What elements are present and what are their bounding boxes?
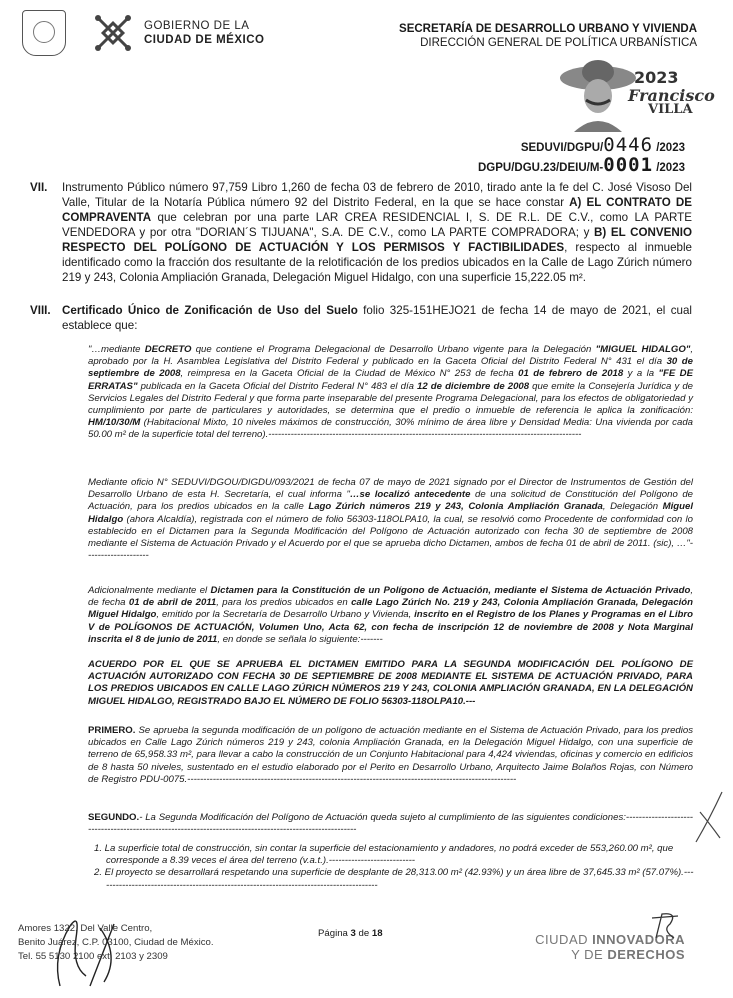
villa-name: Francisco bbox=[628, 86, 715, 105]
list-item: 1. La superficie total de construcción, sin contar la superficie del estacionamiento y andadores, no podrá exceder de 553,260.00 m², que corresponde a 8.39 veces el área del terreno (v.a.t.).--------------------------- bbox=[94, 843, 674, 867]
direccion-title: DIRECCIÓN GENERAL DE POLÍTICA URBANÍSTICA bbox=[420, 37, 697, 49]
francisco-villa-emblem bbox=[558, 56, 718, 132]
section-viii bbox=[30, 303, 692, 333]
segundo-paragraph: SEGUNDO.- La Segunda Modificación del Polígono de Actuación queda sujeto al cumplimiento de las siguientes condiciones:--------------------------------------------------------------------------------------------------------- bbox=[88, 812, 693, 836]
conditions-list bbox=[94, 843, 694, 892]
slogan: CIUDAD INNOVADORA Y DE DERECHOS bbox=[535, 932, 685, 962]
secretaria-title: SECRETARÍA DE DESARROLLO URBANO Y VIVIENDA bbox=[399, 23, 697, 35]
villa-portrait-icon bbox=[558, 56, 638, 132]
page-indicator: Página 3 de 18 bbox=[318, 928, 383, 939]
acuerdo-heading: ACUERDO POR EL QUE SE APRUEBA EL DICTAMEN EMITIDO PARA LA SEGUNDA MODIFICACIÓN DEL POLÍGONO DE ACTUACIÓN AUTORIZADO CON FECHA 30 DE SEPTIEMBRE DE 2008 MEDIANTE EL SISTEMA DE ACTUACIÓN PRIVADO, PARA LOS PREDIOS UBICADOS EN CALLE LAGO ZÚRICH NÚMEROS 219 Y 243, COLONIA AMPLIACIÓN GRANADA, EN LA DELEGACIÓN MIGUEL HIDALGO, REGISTRADO BAJO EL NÚMERO DE FOLIO 56303-118OLPA10.--- bbox=[88, 659, 693, 707]
reference-line-2: DGPU/DGU.23/DEIU/M-0001 /2023 bbox=[478, 154, 685, 176]
quote-decreto: "…mediante DECRETO que contiene el Programa Delegacional de Desarrollo Urbano vigente para la Delegación "MIGUEL HIDALGO", aprobado por la H. Asamblea Legislativa del Distrito Federal y publicado en la Gaceta Oficial del Distrito Federal N° 431 el día 30 de septiembre de 2008, reimpresa en la Gaceta Oficial de la Ciudad de México N° 253 de fecha 01 de febrero de 2018 y a la "FE DE ERRATAS" publicada en la Gaceta Oficial del Distrito Federal N° 483 el día 12 de diciembre de 2008 que emite la Consejería Jurídica y de Servicios Legales del Distrito Federal y que forma parte inseparable del presente Programa Delegacional, para los efectos de obligatoriedad y cumplimiento por parte de particulares y autoridades, se determina que el predio o inmueble de referencia le aplica la zonificación: HM/10/30/M (Habitacional Mixto, 10 niveles máximos de construcción, 30% mínimo de área libre y Densidad Media: Una vivienda por cada 50.00 m² de la superficie total del terreno).-------------------------------------------------------------------------------------------------- bbox=[88, 344, 694, 441]
section-number: VII. bbox=[30, 181, 48, 194]
section-text: Instrumento Público número 97,759 Libro 1,260 de fecha 03 de febrero de 2010, tirado ante la fe del C. José Visoso Del Valle, Titular de la Notaría Pública número 92 del Distrito Federal, en la que se hace constar A) EL CONTRATO DE COMPRAVENTA que celebran por una parte LAR CREA RESIDENCIAL I, S. DE R.L. DE C.V., como LA PARTE VENDEDORA y por otra "DORIAN´S TIJUANA", S.A. DE C.V., como LA PARTE COMPRADORA; y B) EL CONVENIO RESPECTO DEL POLÍGONO DE ACTUACIÓN Y LOS PERMISOS Y FACTIBILIDADES, respecto al inmueble identificado como la fracción dos resultante de la relotificación de los predios ubicados en la Calle de Lago Zúrich número 219 y 243, Colonia Ampliación Granada, Delegación Miguel Hidalgo, con una superficie 15,222.05 m². bbox=[62, 181, 692, 284]
handwritten-mark-icon bbox=[690, 788, 726, 846]
header-agency bbox=[399, 22, 697, 50]
quote-oficio: Mediante oficio N° SEDUVI/DGOU/DIGDU/093/2021 de fecha 07 de mayo de 2021 signado por el Director de Instrumentos de Gestión del Desarrollo Urbano de esta H. Secretaría, el cual informa "…se localizó antecedente de una solicitud de Constitución del Polígono de Actuación, para los predios ubicados en la calle Lago Zúrich números 219 y 243, Colonia Ampliación Granada, Delegación Miguel Hidalgo (ahora Alcaldía), registrada con el número de folio 56303-118OLPA10, la cual, se resolvió como Procedente de conformidad con lo establecido en el Dictamen para la Segunda Modificación del Polígono de Actuación autorizado con fecha 30 de septiembre de 2008 mediante el Sistema de Actuación Privado y el Acuerdo por el que se aprueba dicho Dictamen, ambos de fecha 01 de abril de 2011. (sic), …"-------------------- bbox=[88, 477, 693, 562]
footer-address: Amores 1322, Del Valle Centro, Benito Juárez, C.P. 03100, Ciudad de México. Tel. 55 5130 2100 ext. 2103 y 2309 bbox=[18, 923, 214, 962]
list-item: 2. El proyecto se desarrollará respetando una superficie de desplante de 28,313.00 m² (42.93%) y un área libre de 37,645.33 m² (57.07%).---------------------------------------------------------------------------------------- bbox=[94, 867, 694, 891]
villa-year: 2023 bbox=[634, 68, 679, 87]
villa-surname: VILLA bbox=[648, 102, 693, 117]
cdmx-logo-icon bbox=[90, 10, 136, 56]
section-text: Certificado Único de Zonificación de Uso del Suelo folio 325-151HEJO21 de fecha 14 de mayo de 2021, el cual establece que: bbox=[62, 304, 692, 332]
reference-line-1: SEDUVI/DGPU/0446 /2023 bbox=[520, 134, 685, 156]
government-wordmark: GOBIERNO DE LA CIUDAD DE MÉXICO bbox=[144, 20, 265, 46]
coat-of-arms-icon bbox=[22, 10, 66, 56]
header-logos bbox=[22, 10, 264, 56]
section-vii bbox=[30, 180, 692, 285]
reference-number-2: 0001 bbox=[603, 154, 654, 176]
primero-paragraph: PRIMERO. Se aprueba la segunda modificación de un polígono de actuación mediante en el Sistema de Actuación Privado, para los predios ubicados en Calle Lago Zúrich números 219 y 243, colonia Ampliación Granada, en la Delegación Miguel Hidalgo, con una superficie de terreno de 65,958.33 m², para llevar a cabo la construcción de un Conjunto Habitacional para 4,424 viviendas, oficinas y comercio en edificios de 8 hasta 50 niveles, sustentado en el estudio elaborado por el Perito en Desarrollo Urbano, Arquitecto Jaime Bolaños Rojas, con Número de Registro PDU-0075.------------------------------------------------------------------------------------------------------- bbox=[88, 725, 693, 785]
section-number: VIII. bbox=[30, 304, 51, 317]
reference-number-1: 0446 bbox=[603, 134, 654, 156]
quote-dictamen: Adicionalmente mediante el Dictamen para la Constitución de un Polígono de Actuación, mediante el Sistema de Actuación Privado, de fecha 01 de abril de 2011, para los predios ubicados en calle Lago Zúrich No. 219 y 243, Colonia Ampliación Granada, Delegación Miguel Hidalgo, emitido por la Secretaría de Desarrollo Urbano y Vivienda, inscrito en el Registro de los Planes y Programas en el Libro V de POLÍGONOS DE ACTUACIÓN, Volumen Uno, Acta 62, con fecha de inscripción 12 de noviembre de 2008 y Nota Marginal inscrita el 8 de junio de 2011, en donde se señala lo siguiente:------- bbox=[88, 585, 693, 645]
